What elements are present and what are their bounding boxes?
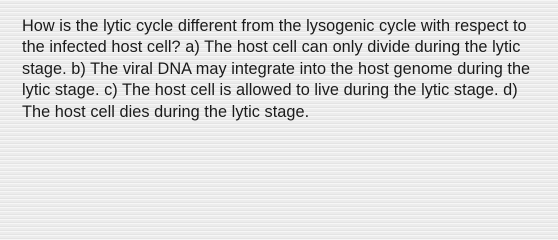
question-text: How is the lytic cycle different from the lysogenic cycle with respect to the infected host cell? a) The host cell can only divide during the lytic stage. b) The viral DNA may integrate into the host genome during the lytic stage. c) The host cell is allowed to live during the lytic stage. d) The host cell dies during the lytic stage. [22,17,531,121]
